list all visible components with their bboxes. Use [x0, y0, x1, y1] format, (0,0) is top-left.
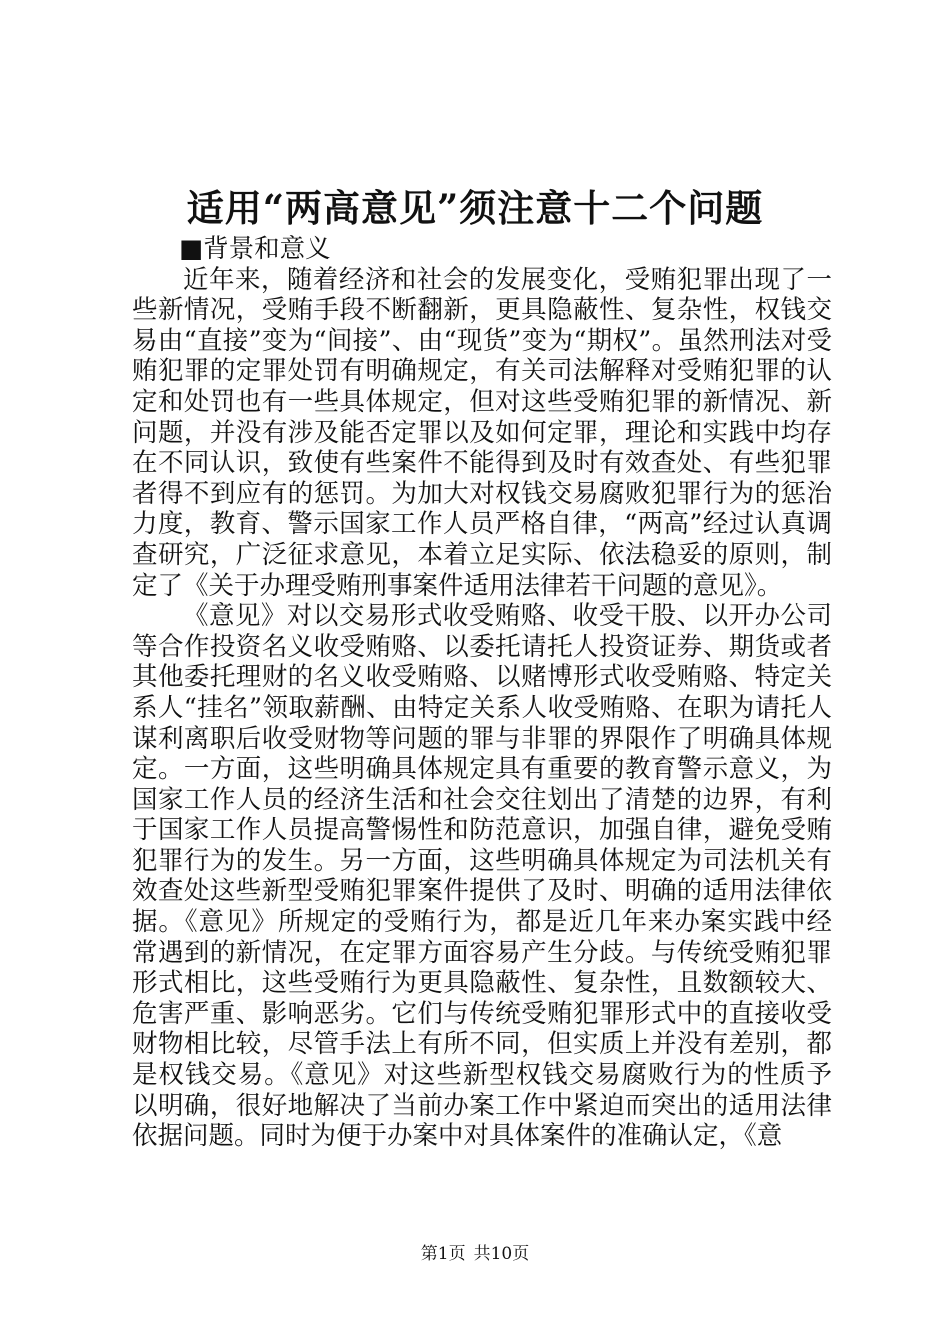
- section-heading: ■背景和意义: [179, 234, 331, 264]
- document-body: [132, 234, 832, 1152]
- paragraph-2: 《意见》对以交易形式收受贿赂、收受干股、以开办公司等合作投资名义收受贿赂、以委托请托人投资证券、期货或者其他委托理财的名义收受贿赂、以赌博形式收受贿赂、特定关系人“挂名”领取薪酬、由特定关系人收受贿赂、在职为请托人谋利离职后收受财物等问题的罪与非罪的界限作了明确具体规定。一方面，这些明确具体规定具有重要的教育警示意义，为国家工作人员的经济生活和社会交往划出了清楚的边界，有利于国家工作人员提高警惕性和防范意识，加强自律，避免受贿犯罪行为的发生。另一方面，这些明确具体规定为司法机关有效查处这些新型受贿犯罪案件提供了及时、明确的适用法律依据。《意见》所规定的受贿行为，都是近几年来办案实践中经常遇到的新情况，在定罪方面容易产生分歧。与传统受贿犯罪形式相比，这些受贿行为更具隐蔽性、复杂性，且数额较大、危害严重、影响恶劣。它们与传统受贿犯罪形式中的直接收受财物相比较，尽管手法上有所不同，但实质上并没有差别，都是权钱交易。《意见》对这些新型权钱交易腐败行为的性质予以明确，很好地解决了当前办案工作中紧迫而突出的适用法律依据问题。同时为便于办案中对具体案件的准确认定，《意: [132, 601, 832, 1152]
- page-title: 适用“两高意见”须注意十二个问题: [186, 186, 764, 230]
- page-total: 共10页: [473, 1244, 530, 1264]
- page-number: 第1页: [420, 1244, 466, 1264]
- paragraph-1: 近年来，随着经济和社会的发展变化，受贿犯罪出现了一些新情况，受贿手段不断翻新，更具隐蔽性、复杂性，权钱交易由“直接”变为“间接”、由“现货”变为“期权”。虽然刑法对受贿犯罪的定罪处罚有明确规定，有关司法解释对受贿犯罪的认定和处罚也有一些具体规定，但对这些受贿犯罪的新情况、新问题，并没有涉及能否定罪以及如何定罪，理论和实践中均存在不同认识，致使有些案件不能得到及时有效查处、有些犯罪者得不到应有的惩罚。为加大对权钱交易腐败犯罪行为的惩治力度，教育、警示国家工作人员严格自律，“两高”经过认真调查研究，广泛征求意见，本着立足实际、依法稳妥的原则，制定了《关于办理受贿刑事案件适用法律若干问题的意见》。: [132, 264, 832, 601]
- page-footer: [0, 1243, 950, 1265]
